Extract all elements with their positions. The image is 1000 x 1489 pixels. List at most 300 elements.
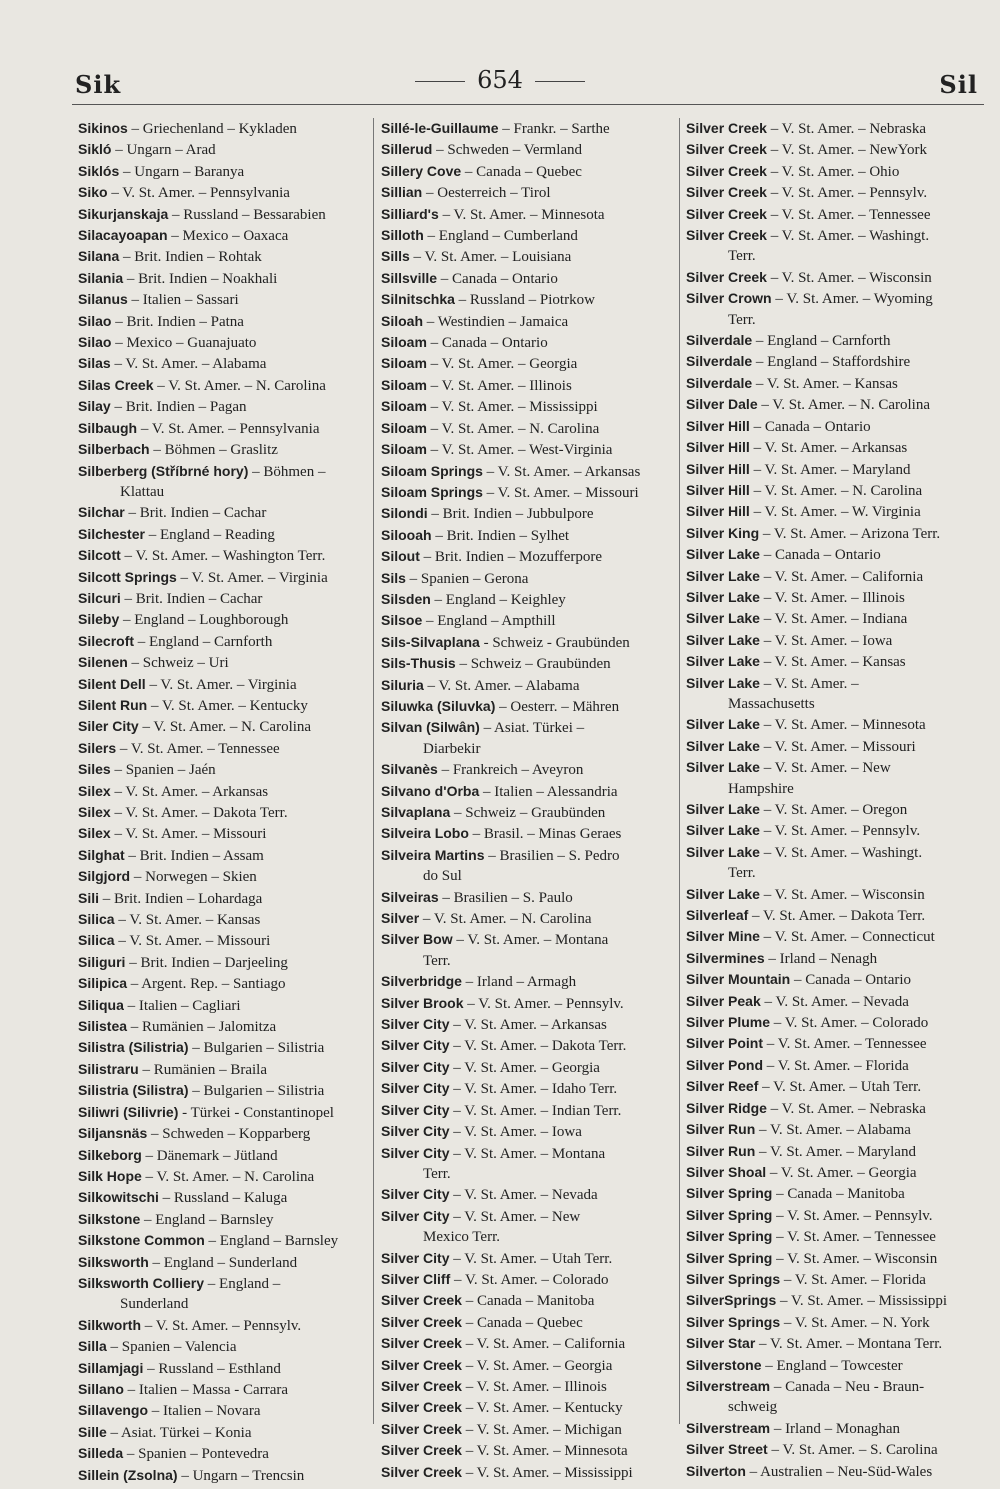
entry-placename: Sils-Thusis xyxy=(381,655,456,672)
entry-placename: Silana xyxy=(78,248,120,265)
entry-location: – V. St. Amer. – Alabama xyxy=(423,677,580,694)
entry-location: – Rumänien – Jalomitza xyxy=(127,1019,277,1036)
gazetteer-entry xyxy=(686,799,986,820)
entry-location: – England – Loughborough xyxy=(119,612,289,629)
entry-location: – England – Reading xyxy=(144,526,275,543)
gazetteer-entry xyxy=(78,1102,368,1123)
entry-placename: Siloam xyxy=(381,419,427,436)
entry-location: – Griechenland – Kykladen xyxy=(127,121,297,137)
entry-continuation: Mexico Terr. xyxy=(423,1229,500,1246)
gazetteer-entry xyxy=(78,418,368,439)
gazetteer-entry xyxy=(78,161,368,182)
entry-placename: Siloah xyxy=(381,312,424,329)
entry-location: – V. St. Amer. – Wisconsin xyxy=(759,886,925,903)
entry-placename: Silverstream xyxy=(686,1419,771,1436)
entry-location: – England – Towcester xyxy=(761,1357,903,1374)
entry-placename: Silver Crown xyxy=(686,290,772,307)
gazetteer-entry xyxy=(78,1315,368,1336)
entry-location: – Brasilien – S. Paulo xyxy=(438,889,573,906)
entry-placename: Silistraru xyxy=(78,1060,139,1077)
column-divider xyxy=(679,118,680,1424)
entry-placename: Silver Pond xyxy=(686,1056,764,1073)
entry-location: – Asiat. Türkei – Konia xyxy=(106,1424,252,1441)
gazetteer-entry xyxy=(686,1269,986,1290)
entry-placename: Silver Creek xyxy=(381,1292,462,1309)
entry-location: – V. St. Amer. – Illinois xyxy=(426,377,572,394)
gazetteer-entry xyxy=(381,1143,673,1164)
entry-location: – V. St. Amer. – Michigan xyxy=(461,1421,622,1438)
entry-placename: Silver Lake xyxy=(686,546,760,563)
entry-placename: Sille xyxy=(78,1423,107,1440)
entry-placename: Silgjord xyxy=(78,868,131,885)
entry-location: – Canada – Manitoba xyxy=(772,1186,905,1203)
gazetteer-entry xyxy=(381,1333,673,1354)
entry-placename: Silver Ridge xyxy=(686,1099,767,1116)
gazetteer-entry xyxy=(381,1184,673,1205)
entry-location: – Canada – Ontario xyxy=(790,972,912,989)
entry-location: – V. St. Amer. – NewYork xyxy=(766,142,927,159)
entry-location: – Italien – Sassari xyxy=(127,292,239,309)
entry-placename: Siliguri xyxy=(78,953,126,970)
entry-placename: Sili xyxy=(78,889,100,906)
entry-location: – V. St. Amer. – Colorado xyxy=(770,1015,929,1032)
entry-placename: Silver City xyxy=(381,1123,450,1140)
entry-placename: Silsden xyxy=(381,590,431,607)
entry-placename: Silverdale xyxy=(686,332,753,349)
entry-location: – England – Carnforth xyxy=(752,333,891,350)
entry-placename: Silvano d'Orba xyxy=(381,782,480,799)
entry-placename: Silver Point xyxy=(686,1035,764,1052)
column-divider xyxy=(373,118,374,1424)
entry-location: – Russland – Esthland xyxy=(143,1360,281,1377)
entry-placename: Silver Run xyxy=(686,1142,756,1159)
entry-placename: Silcuri xyxy=(78,589,121,606)
entry-placename: Siloam Springs xyxy=(381,462,483,479)
gazetteer-entry xyxy=(686,1248,986,1269)
entry-placename: Siklós xyxy=(78,162,120,179)
entry-location: – Bulgarien – Silistria xyxy=(188,1040,325,1057)
entry-placename: Silver City xyxy=(381,1207,450,1224)
entry-location: – V. St. Amer. – Arkansas xyxy=(110,783,269,800)
gazetteer-entry xyxy=(78,1059,368,1080)
gazetteer-entry xyxy=(686,118,986,139)
entry-location: – V. St. Amer. – Alabama xyxy=(110,356,267,373)
entry-location: – Brit. Indien – Rohtak xyxy=(119,249,262,266)
gazetteer-entry xyxy=(78,952,368,973)
entry-placename: Silver Spring xyxy=(686,1185,773,1202)
gazetteer-entry xyxy=(381,375,673,396)
gazetteer-entry xyxy=(78,204,368,225)
gazetteer-entry xyxy=(686,991,986,1012)
entry-location: - Schweiz - Graubünden xyxy=(479,634,630,651)
entry-location: – Oesterreich – Tirol xyxy=(422,185,551,202)
gazetteer-entry xyxy=(78,1379,368,1400)
gazetteer-entry xyxy=(78,716,368,737)
gazetteer-entry xyxy=(686,1439,986,1460)
entry-location: – Canada – Quebec xyxy=(461,1314,583,1331)
entry-location: – Brit. Indien – Cachar xyxy=(120,590,263,607)
entry-placename: Silver Creek xyxy=(686,268,767,285)
gazetteer-entry xyxy=(381,396,673,417)
entry-placename: Sillavengo xyxy=(78,1402,149,1419)
entry-location: – V. St. Amer. – Tennessee xyxy=(116,740,280,757)
entry-location: – V. St. Amer. – Missouri xyxy=(759,738,916,755)
gazetteer-entry xyxy=(686,969,986,990)
gazetteer-entry xyxy=(381,971,673,992)
entry-location: – Canada – Ontario xyxy=(426,335,548,352)
entry-placename: Silvaplana xyxy=(381,804,451,820)
gazetteer-entry xyxy=(78,502,368,523)
entry-placename: Silecroft xyxy=(78,632,135,649)
entry-placename: Silver City xyxy=(381,1101,450,1118)
gazetteer-entry xyxy=(78,268,368,289)
gazetteer-entry xyxy=(686,1461,986,1482)
entry-placename: Silberberg (Stříbrné hory) xyxy=(78,462,249,479)
entry-placename: Silver Lake xyxy=(686,610,760,627)
entry-location: – Brit. Indien – Cachar xyxy=(124,505,267,522)
gazetteer-entry xyxy=(78,1080,368,1101)
gazetteer-entry xyxy=(78,1187,368,1208)
entry-continuation: Terr. xyxy=(423,1165,451,1182)
gazetteer-entry xyxy=(381,1248,673,1269)
entry-location: – V. St. Amer. – Pennsylv. xyxy=(463,995,624,1012)
entry-location: – V. St. Amer. – California xyxy=(461,1336,626,1353)
entry-placename: Silveira Martins xyxy=(381,846,485,863)
entry-location: – V. St. Amer. – Missouri xyxy=(114,933,271,950)
entry-continuation: Terr. xyxy=(728,865,756,882)
gazetteer-entry xyxy=(381,525,673,546)
entry-location: – V. St. Amer. – Idaho Terr. xyxy=(449,1081,618,1098)
entry-location: – Canada – Manitoba xyxy=(461,1293,595,1310)
entry-placename: Siloam Springs xyxy=(381,483,483,500)
gazetteer-entry xyxy=(381,139,673,160)
entry-location: – V. St. Amer. – Dakota Terr. xyxy=(748,908,926,925)
entry-placename: Sillian xyxy=(381,184,423,201)
entry-location: – England – Ampthill xyxy=(422,613,556,630)
gazetteer-entry xyxy=(381,482,673,503)
gazetteer-entry xyxy=(686,523,986,544)
entry-location: – V. St. Amer. – Pennsylv. xyxy=(141,1317,302,1334)
entry-placename: Silver Lake xyxy=(686,885,760,902)
entry-location: – England – Barnsley xyxy=(204,1233,339,1250)
entry-location: – V. St. Amer. – Arkansas xyxy=(482,463,641,480)
gazetteer-entry xyxy=(686,1162,986,1183)
entry-location: – V. St. Amer. – New xyxy=(759,760,891,777)
entry-location: – Italien – Novara xyxy=(148,1403,261,1420)
entry-placename: Siluwka (Siluvka) xyxy=(381,697,496,714)
entry-placename: Silberbach xyxy=(78,441,150,458)
gazetteer-entry xyxy=(78,289,368,310)
column-3 xyxy=(686,118,986,1482)
entry-location: – V. St. Amer. – Nebraska xyxy=(766,1100,926,1117)
entry-location: – Italien – Massa - Carrara xyxy=(123,1381,289,1398)
entry-placename: Siloam xyxy=(381,334,427,351)
entry-location: – Frankr. – Sarthe xyxy=(498,121,610,137)
entry-placename: Silverstone xyxy=(686,1356,762,1373)
gazetteer-entry xyxy=(686,673,986,694)
entry-placename: Silver City xyxy=(381,1249,450,1266)
header-rule xyxy=(72,104,984,105)
entry-location: – V. St. Amer. – N. Carolina xyxy=(426,420,600,437)
gazetteer-entry xyxy=(381,653,673,674)
entry-placename: Silver Brook xyxy=(381,994,464,1011)
entry-location: – V. St. Amer. – Nevada xyxy=(449,1187,598,1204)
entry-placename: Silver Hill xyxy=(686,439,750,456)
entry-location: – V. St. Amer. – Virginia xyxy=(176,569,328,586)
gazetteer-entry xyxy=(381,1121,673,1142)
entry-placename: Silveira Lobo xyxy=(381,825,469,842)
entry-placename: Sikurjanskaja xyxy=(78,205,169,222)
entry-location: – Dänemark – Jütland xyxy=(141,1147,278,1164)
entry-location: – Canada – Ontario xyxy=(749,418,871,435)
gazetteer-entry xyxy=(686,1076,986,1097)
entry-location: – V. St. Amer. – Florida xyxy=(763,1057,909,1074)
gazetteer-entry xyxy=(78,674,368,695)
entry-location: – Russland – Bessarabien xyxy=(168,206,326,223)
entry-location: – V. St. Amer. – N. Carolina xyxy=(141,1168,315,1185)
entry-location: – V. St. Amer. – Nebraska xyxy=(766,121,926,137)
gazetteer-entry xyxy=(686,459,986,480)
gazetteer-entry xyxy=(381,1419,673,1440)
entry-location: – Brit. Indien – Jubbulpore xyxy=(427,506,594,523)
entry-location: – Böhmen – Graslitz xyxy=(149,442,278,459)
entry-location: – V. St. Amer. – N. Carolina xyxy=(153,377,326,394)
entry-location: – Russland – Kaluga xyxy=(158,1190,288,1207)
gazetteer-entry xyxy=(78,118,368,139)
entry-location: – V. St. Amer. – Kansas xyxy=(752,375,898,392)
entry-location: – Brit. Indien – Pagan xyxy=(110,399,247,416)
entry-placename: Silver Hill xyxy=(686,460,750,477)
gazetteer-entry xyxy=(78,845,368,866)
gazetteer-entry xyxy=(686,1055,986,1076)
entry-placename: Silver Lake xyxy=(686,716,760,733)
gazetteer-entry xyxy=(686,948,986,969)
entry-location: – V. St. Amer. – Utah Terr. xyxy=(758,1079,922,1096)
entry-continuation: Terr. xyxy=(728,311,756,328)
entry-location: – V. St. Amer. – Nevada xyxy=(760,993,909,1010)
entry-placename: Silveiras xyxy=(381,888,439,905)
gazetteer-entry xyxy=(381,929,673,950)
entry-location: – V. St. Amer. – Georgia xyxy=(461,1357,613,1374)
entry-location: – England – Barnsley xyxy=(140,1211,274,1228)
gazetteer-entry xyxy=(78,311,368,332)
gazetteer-entry xyxy=(78,888,368,909)
gazetteer-entry xyxy=(686,842,986,863)
entry-location: – Böhmen – xyxy=(248,463,326,480)
entry-placename: SilverSprings xyxy=(686,1292,777,1309)
entry-placename: Siloam xyxy=(381,355,427,372)
entry-placename: Siloam xyxy=(381,398,427,415)
entry-placename: Silvanès xyxy=(381,761,438,778)
entry-location: – Westindien – Jamaica xyxy=(423,313,569,330)
gazetteer-entry xyxy=(78,823,368,844)
gazetteer-entry xyxy=(381,823,673,844)
gazetteer-entry xyxy=(686,1098,986,1119)
entry-placename: Silver City xyxy=(381,1080,450,1097)
entry-location: – Irland – Nenagh xyxy=(764,950,878,967)
gazetteer-entry xyxy=(686,480,986,501)
gazetteer-entry xyxy=(381,1440,673,1461)
header-dash-right xyxy=(535,81,585,82)
entry-location: – V. St. Amer. – Utah Terr. xyxy=(449,1250,613,1267)
gazetteer-entry xyxy=(381,353,673,374)
entry-location: – Ungarn – Arad xyxy=(111,142,216,159)
gazetteer-entry xyxy=(686,1355,986,1376)
gazetteer-entry xyxy=(78,1230,368,1251)
entry-placename: Silvan (Silwân) xyxy=(381,719,480,736)
gazetteer-entry xyxy=(78,781,368,802)
gazetteer-entry xyxy=(78,973,368,994)
entry-location: – V. St. Amer. – Iowa xyxy=(759,632,893,649)
entry-continuation: Terr. xyxy=(423,952,451,969)
gazetteer-entry xyxy=(381,1100,673,1121)
gazetteer-entry xyxy=(686,587,986,608)
gazetteer-entry xyxy=(686,1119,986,1140)
entry-location: – Schweiz – Graubünden xyxy=(455,656,611,673)
gazetteer-entry xyxy=(78,759,368,780)
entry-placename: Silkstone Common xyxy=(78,1232,205,1249)
gazetteer-entry xyxy=(686,437,986,458)
gazetteer-entry xyxy=(686,1012,986,1033)
entry-placename: Silver Creek xyxy=(686,162,767,179)
entry-location: – V. St. Amer. – Georgia xyxy=(426,356,578,373)
entry-location: – Ungarn – Baranya xyxy=(119,163,245,180)
entry-location: – V. St. Amer. – Maryland xyxy=(749,461,911,478)
gazetteer-entry xyxy=(78,1166,368,1187)
entry-location: – Schweden – Vermland xyxy=(432,142,583,159)
gazetteer-entry xyxy=(686,394,986,415)
entry-location: – Australien – Neu-Süd-Wales xyxy=(745,1463,933,1480)
entry-placename: Silver Creek xyxy=(686,120,767,136)
gazetteer-entry xyxy=(381,781,673,802)
gazetteer-entry xyxy=(78,631,368,652)
entry-location: – V. St. Amer. – Kentucky xyxy=(461,1400,623,1417)
entry-placename: Silkworth xyxy=(78,1316,142,1333)
gazetteer-entry xyxy=(381,908,673,929)
entry-placename: Silver Hill xyxy=(686,481,750,498)
gazetteer-entry xyxy=(381,845,673,866)
entry-location: – Spanien – Pontevedra xyxy=(123,1446,269,1463)
gazetteer-entry xyxy=(78,1145,368,1166)
gazetteer-entry xyxy=(381,225,673,246)
entry-location: – V. St. Amer. – Mississippi xyxy=(426,399,598,416)
entry-placename: Silver Creek xyxy=(381,1420,462,1437)
gazetteer-entry xyxy=(381,182,673,203)
entry-location: – England – xyxy=(204,1275,281,1292)
entry-location: – V. St. Amer. – N. Carolina xyxy=(419,911,592,928)
gazetteer-entry xyxy=(381,1269,673,1290)
gazetteer-entry xyxy=(686,288,986,309)
gazetteer-entry xyxy=(381,1290,673,1311)
entry-placename: Silver Cliff xyxy=(381,1270,451,1287)
entry-placename: Silver Creek xyxy=(686,141,767,158)
entry-placename: Silistea xyxy=(78,1018,128,1035)
gazetteer-entry xyxy=(686,501,986,522)
entry-placename: Silksworth xyxy=(78,1253,149,1270)
entry-placename: Silver Creek xyxy=(381,1335,462,1352)
gazetteer-entry xyxy=(381,418,673,439)
entry-location: – V. St. Amer. – West-Virginia xyxy=(426,442,613,459)
gazetteer-entry xyxy=(78,545,368,566)
entry-location: – V. St. Amer. – Wisconsin xyxy=(772,1250,938,1267)
entry-placename: Silkowitschi xyxy=(78,1189,159,1206)
gazetteer-entry xyxy=(78,461,368,482)
entry-continuation: Sunderland xyxy=(120,1296,189,1313)
gazetteer-entry xyxy=(381,1376,673,1397)
gazetteer-entry xyxy=(381,632,673,653)
entry-placename: Silcott xyxy=(78,547,121,564)
entry-placename: Silver Lake xyxy=(686,801,760,817)
entry-location: – V. St. Amer. – Missouri xyxy=(110,826,267,843)
entry-placename: Silver Peak xyxy=(686,992,761,1009)
entry-placename: Sils-Silvaplana xyxy=(381,633,480,650)
entry-placename: Sillsville xyxy=(381,269,438,286)
gazetteer-entry xyxy=(381,717,673,738)
entry-location: – Irland – Armagh xyxy=(461,974,577,991)
entry-placename: Silex xyxy=(78,804,111,820)
gazetteer-entry xyxy=(78,588,368,609)
entry-placename: Silao xyxy=(78,312,112,329)
entry-location: – V. St. Amer. – Washingt. xyxy=(759,844,923,861)
entry-placename: Silver Plume xyxy=(686,1014,771,1031)
entry-placename: Silvermines xyxy=(686,949,765,966)
entry-location: – Spanien – Jaén xyxy=(110,762,216,779)
gazetteer-entry xyxy=(686,1183,986,1204)
entry-placename: Sikinos xyxy=(78,120,128,136)
entry-placename: Silver Creek xyxy=(686,184,767,201)
entry-location: – England – Cumberland xyxy=(423,228,578,245)
entry-continuation: Terr. xyxy=(728,248,756,265)
entry-placename: Silver Creek xyxy=(686,205,767,222)
column-1 xyxy=(78,118,368,1486)
entry-location: – V. St. Amer. – Iowa xyxy=(449,1124,582,1141)
entry-location: - Türkei - Constantinopel xyxy=(178,1104,334,1121)
entry-placename: Silver Bow xyxy=(381,931,453,948)
gazetteer-entry xyxy=(381,332,673,353)
entry-placename: Silex xyxy=(78,825,111,842)
gazetteer-entry xyxy=(381,503,673,524)
entry-placename: Silverdale xyxy=(686,374,753,391)
gazetteer-entry xyxy=(381,161,673,182)
entry-placename: Silleda xyxy=(78,1445,124,1462)
gazetteer-entry xyxy=(78,1443,368,1464)
gazetteer-entry xyxy=(381,589,673,610)
entry-location: – V. St. Amer. – Dakota Terr. xyxy=(110,805,288,821)
gazetteer-entry xyxy=(686,1141,986,1162)
entry-location: – V. St. Amer. – Tennessee xyxy=(763,1036,927,1053)
gazetteer-entry xyxy=(78,930,368,951)
entry-placename: Silverleaf xyxy=(686,907,749,924)
entry-location: – England – Sunderland xyxy=(148,1254,298,1271)
gazetteer-entry xyxy=(381,696,673,717)
entry-placename: Silver Creek xyxy=(381,1399,462,1416)
gazetteer-entry xyxy=(686,416,986,437)
gazetteer-entry xyxy=(78,995,368,1016)
entry-location: – Brit. Indien – Mozufferpore xyxy=(419,549,603,566)
gazetteer-entry xyxy=(686,1418,986,1439)
entry-placename: Silver Lake xyxy=(686,588,760,605)
entry-placename: Siles xyxy=(78,761,111,778)
entry-placename: Silver Hill xyxy=(686,503,750,520)
entry-placename: Silent Run xyxy=(78,696,148,713)
gazetteer-entry xyxy=(381,568,673,589)
entry-location: – V. St. Amer. – N. York xyxy=(780,1314,930,1331)
entry-location: – V. St. Amer. – Maryland xyxy=(755,1143,916,1160)
entry-location: – Russland – Piotrkow xyxy=(454,292,595,309)
entry-placename: Silver Lake xyxy=(686,567,760,584)
entry-placename: Silk Hope xyxy=(78,1167,142,1184)
entry-placename: Silver Spring xyxy=(686,1249,773,1266)
